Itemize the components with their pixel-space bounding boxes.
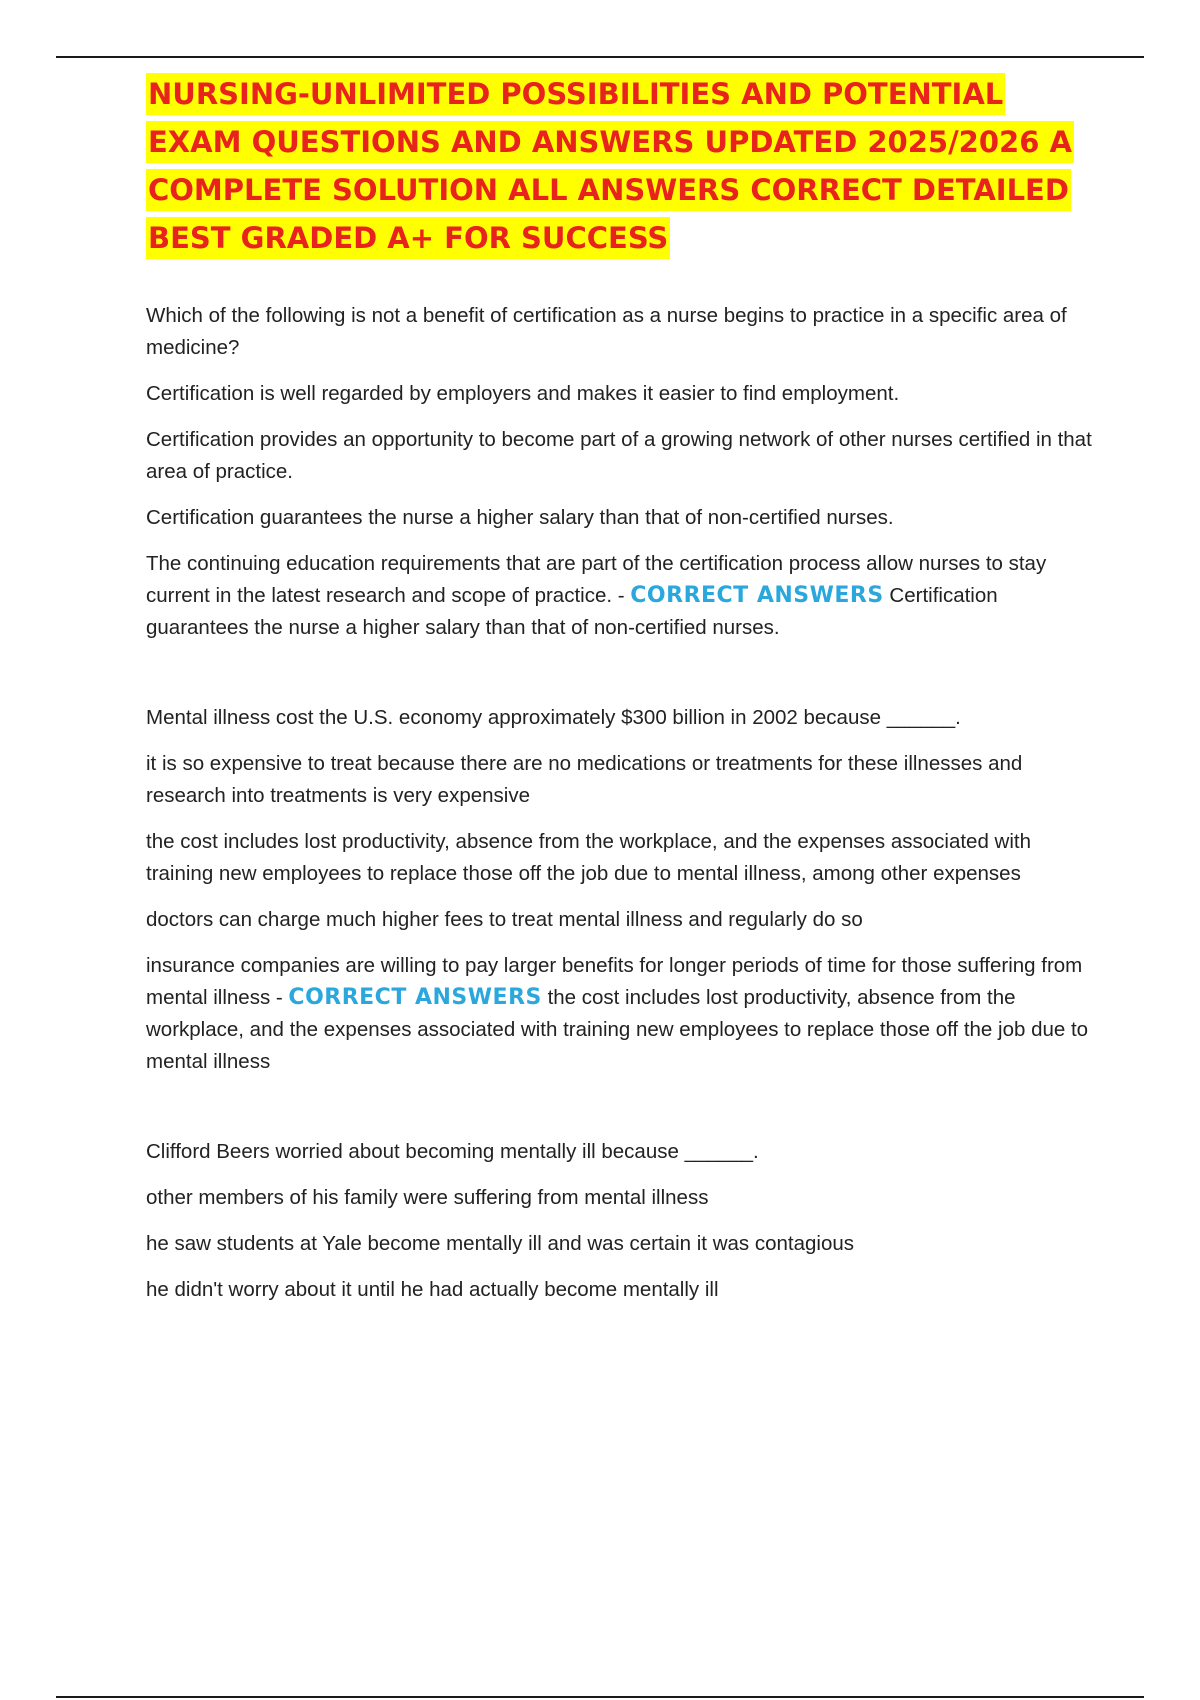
answer-text: Certification guarantees the nurse a higher salary than that of non-certified nurses. <box>146 584 998 639</box>
option-text: Certification guarantees the nurse a higher salary than that of non-certified nurses. <box>146 506 894 529</box>
question-text: Mental illness cost the U.S. economy approximately $300 billion in 2002 because ______. <box>146 706 961 729</box>
question-block-2 <box>146 702 1096 1078</box>
bottom-rule <box>56 1696 1144 1698</box>
top-rule <box>56 56 1144 58</box>
document-title: NURSING-UNLIMITED POSSIBILITIES AND POTENTIAL EXAM QUESTIONS AND ANSWERS UPDATED 2025/2026 A COMPLETE SOLUTION ALL ANSWERS CORRECT DETAILED BEST GRADED A+ FOR SUCCESS <box>146 70 1096 262</box>
question-text: Which of the following is not a benefit of certification as a nurse begins to practice in a specific area of medicine? <box>146 304 1067 359</box>
answer-text: the cost includes lost productivity, absence from the workplace, and the expenses associated with training new employees to replace those off the job due to mental illness <box>146 986 1089 1073</box>
page-content <box>146 70 1096 1320</box>
option-text: it is so expensive to treat because there are no medications or treatments for these illnesses and research into treatments is very expensive <box>146 752 1023 807</box>
option-text: Certification is well regarded by employers and makes it easier to find employment. <box>146 382 900 405</box>
question-block-3 <box>146 1136 1096 1306</box>
option-text: doctors can charge much higher fees to treat mental illness and regularly do so <box>146 908 863 931</box>
option-text: he saw students at Yale become mentally ill and was certain it was contagious <box>146 1232 855 1255</box>
question-text: Clifford Beers worried about becoming mentally ill because ______. <box>146 1140 759 1163</box>
correct-answers-label: CORRECT ANSWERS <box>630 583 884 608</box>
option-with-answer <box>146 950 1096 1078</box>
question-block-1 <box>146 300 1096 644</box>
option-text: other members of his family were suffering from mental illness <box>146 1186 709 1209</box>
option-with-answer <box>146 548 1096 644</box>
option-text: he didn't worry about it until he had actually become mentally ill <box>146 1278 719 1301</box>
option-text: Certification provides an opportunity to become part of a growing network of other nurses certified in that area of practice. <box>146 428 1092 483</box>
option-text: insurance companies are willing to pay larger benefits for longer periods of time for those suffering from mental illness - <box>146 954 1083 1009</box>
correct-answers-label: CORRECT ANSWERS <box>288 985 542 1010</box>
option-text: The continuing education requirements that are part of the certification process allow nurses to stay current in the latest research and scope of practice. - <box>146 552 1047 607</box>
option-text: the cost includes lost productivity, absence from the workplace, and the expenses associated with training new employees to replace those off the job due to mental illness, among other expenses <box>146 830 1032 885</box>
